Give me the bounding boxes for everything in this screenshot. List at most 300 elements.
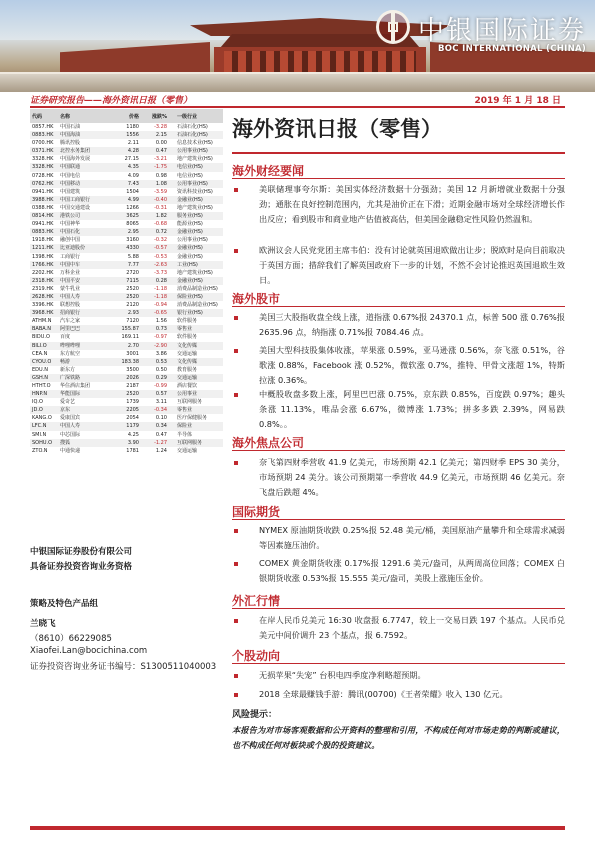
table-row xyxy=(30,293,223,301)
stock-code: 0941.HK xyxy=(32,188,54,195)
stock-name: 蒙牛乳业 xyxy=(60,285,81,292)
table-row xyxy=(30,196,223,204)
bullet-icon xyxy=(234,349,238,353)
stock-change: -0.57 xyxy=(154,245,167,252)
stock-change: -0.32 xyxy=(154,237,167,244)
analyst-email[interactable]: Xiaofei.Lan@bocichina.com xyxy=(30,646,148,656)
table-row xyxy=(30,139,223,147)
col-code: 代码 xyxy=(32,113,43,120)
stock-name: 汽车之家 xyxy=(60,318,81,325)
stock-code: ZTO.N xyxy=(32,447,48,454)
bullet-icon xyxy=(234,674,238,678)
stock-code: 0857.HK xyxy=(32,124,54,130)
col-price: 价格 xyxy=(128,113,139,120)
bullet-icon xyxy=(234,393,238,397)
stock-industry: 公用事业 xyxy=(177,391,198,398)
stock-code: 0700.HK xyxy=(32,140,54,147)
stock-name: 中国人寿 xyxy=(60,423,81,430)
stock-name: 华能国际 xyxy=(60,391,81,398)
stock-industry: 石油石化(HS) xyxy=(177,132,208,139)
stock-price: 2520 xyxy=(126,293,139,300)
stock-price: 2.93 xyxy=(127,310,139,317)
stock-name: 中国工商银行 xyxy=(60,196,91,203)
stock-industry: 工业(HS) xyxy=(177,261,198,268)
stock-change: 1.56 xyxy=(155,318,167,325)
report-date: 2019 年 1 月 18 日 xyxy=(474,96,561,106)
news-item: 奈飞第四财季营收 41.9 亿美元，市场预期 42.1 亿美元；第四财季 EPS 30 美分，市场预期 24 美分。该公司预期第一季营收 44.9 亿美元，市场预期 46 亿美元。奈飞盘后跌超 4%。 xyxy=(259,457,565,497)
section-title-4: 外汇行情 xyxy=(232,594,281,608)
section-divider-1 xyxy=(232,306,565,307)
stock-industry: 金融业(HS) xyxy=(177,277,203,284)
stock-industry: 金融业(HS) xyxy=(177,253,203,260)
bullet-icon xyxy=(234,529,238,533)
stock-industry: 交通运输 xyxy=(177,374,198,381)
stock-industry: 零售业 xyxy=(177,407,193,414)
table-row xyxy=(30,253,223,261)
stock-price: 3160 xyxy=(126,237,139,244)
section-title-3: 国际期货 xyxy=(232,505,281,519)
stock-change: 1.08 xyxy=(155,180,167,187)
stock-name: 中通快递 xyxy=(60,447,81,454)
table-row xyxy=(30,301,223,309)
stock-change: -0.31 xyxy=(154,204,167,211)
stock-industry: 信息技术业(HS) xyxy=(177,140,213,147)
banner-stairs xyxy=(0,74,595,92)
section-title-1: 海外股市 xyxy=(232,292,281,306)
stock-code: 2202.HK xyxy=(32,269,54,276)
stock-name: 京东 xyxy=(60,407,71,414)
table-row xyxy=(30,285,223,293)
stock-change: 0.98 xyxy=(155,172,167,179)
stock-change: -0.53 xyxy=(154,253,167,260)
stock-price: 2.70 xyxy=(127,342,139,349)
stock-industry: 消费品制造业(HS) xyxy=(177,285,218,292)
table-row xyxy=(30,204,223,212)
stock-change: 0.72 xyxy=(155,229,167,236)
table-row xyxy=(30,244,223,252)
stock-price: 1556 xyxy=(126,132,139,139)
stock-price: 1266 xyxy=(126,204,139,211)
col-industry: 一级行业 xyxy=(177,113,198,120)
stock-industry: 消费品制造业(HS) xyxy=(177,302,218,309)
table-row xyxy=(30,406,223,414)
stock-change: 0.28 xyxy=(155,277,167,284)
stock-industry: 服务业(HS) xyxy=(177,213,203,220)
bullet-icon xyxy=(234,461,238,465)
stock-code: 1766.HK xyxy=(32,261,54,268)
news-item: 美国三大股指收盘全线上涨，道指涨 0.67%报 24370.1 点，标普 500 涨 0.76%报 2635.96 点，纳指涨 0.71%报 7084.46 点。 xyxy=(259,312,565,337)
stock-change: 3.86 xyxy=(155,350,167,357)
table-row xyxy=(30,414,223,422)
table-row xyxy=(30,269,223,277)
stock-code: GSH.N xyxy=(32,374,49,381)
stock-name: 比亚迪股份 xyxy=(60,245,86,252)
stock-name: 工商银行 xyxy=(60,253,81,260)
stock-name: 中国海外发展 xyxy=(60,156,91,163)
table-row xyxy=(30,374,223,382)
table-row xyxy=(30,236,223,244)
stock-change: -3.21 xyxy=(154,156,167,163)
stock-name: 万科企业 xyxy=(60,269,81,276)
footer-bar xyxy=(30,826,565,830)
stock-table xyxy=(30,109,223,455)
title-divider xyxy=(232,152,565,154)
stock-name: 中国联通 xyxy=(60,164,81,171)
stock-price: 2026 xyxy=(126,374,139,381)
stock-price: 2520 xyxy=(126,285,139,292)
stock-industry: 石油石化(HS) xyxy=(177,124,208,130)
section-divider-5 xyxy=(232,663,565,664)
stock-industry: 金融业(HS) xyxy=(177,245,203,252)
stock-change: -0.94 xyxy=(154,302,167,309)
table-row xyxy=(30,382,223,390)
stock-industry: 教育服务 xyxy=(177,366,198,373)
stock-name: 腾讯控股 xyxy=(60,140,81,147)
stock-code: 0728.HK xyxy=(32,172,54,179)
analyst-phone: （8610）66229085 xyxy=(30,634,112,644)
stock-code: 3328.HK xyxy=(32,164,54,171)
stock-price: 7.43 xyxy=(127,180,139,187)
stock-industry: 金融业(HS) xyxy=(177,229,203,236)
stock-code: 0371.HK xyxy=(32,148,54,155)
stock-name: 中芯国际 xyxy=(60,431,81,438)
stock-code: 3988.HK xyxy=(32,196,54,203)
news-item: 2018 全球最赚钱手游：腾讯(00700)《王者荣耀》收入 130 亿元。 xyxy=(259,689,508,699)
news-item: 中概股收盘多数上涨，阿里巴巴涨 0.75%，京东跌 0.85%，百度跌 0.97%；趣头条涨 11.13%，唯品会涨 6.67%，微博涨 1.73%；拼多多跌 2.39%，网易跌 0.8%。。 xyxy=(259,389,565,429)
stock-name: 中国石化 xyxy=(60,229,81,236)
stock-change: 0.34 xyxy=(155,423,167,430)
stock-change: -0.40 xyxy=(154,196,167,203)
stock-change: -0.65 xyxy=(154,310,167,317)
stock-change: 0.29 xyxy=(155,374,167,381)
table-row xyxy=(30,123,223,131)
stock-code: HNP.N xyxy=(32,391,48,398)
stock-industry: 地产建筑业(HS) xyxy=(177,156,213,163)
stock-name: 阿里巴巴 xyxy=(60,326,81,333)
table-row xyxy=(30,155,223,163)
stock-name: 中国神华 xyxy=(60,221,81,228)
stock-price: 4330 xyxy=(126,245,139,252)
stock-change: -2.63 xyxy=(154,261,167,268)
bullet-icon xyxy=(234,249,238,253)
stock-change: -0.34 xyxy=(154,407,167,414)
stock-name: 中国人寿 xyxy=(60,293,81,300)
stock-change: 3.11 xyxy=(155,399,167,406)
table-row xyxy=(30,447,223,455)
stock-industry: 互联网服务 xyxy=(177,439,203,446)
stock-name: 华住酒店集团 xyxy=(60,383,91,389)
section-divider-3 xyxy=(232,519,565,520)
stock-price: 8065 xyxy=(126,221,139,228)
org-qualification: 具备证券投资咨询业务资格 xyxy=(30,562,133,572)
stock-industry: 银行业(HS) xyxy=(177,310,203,317)
stock-name: 爱奇艺 xyxy=(60,399,76,406)
table-row xyxy=(30,277,223,285)
col-change: 涨跌% xyxy=(151,113,167,120)
stock-name: 港铁公司 xyxy=(60,213,81,220)
boc-logo-square xyxy=(388,22,398,32)
table-row xyxy=(30,317,223,325)
stock-change: -1.27 xyxy=(154,439,167,446)
stock-industry: 电信业(HS) xyxy=(177,164,203,171)
stock-price: 27.15 xyxy=(124,156,139,163)
stock-price: 4.99 xyxy=(127,196,139,203)
stock-code: 1211.HK xyxy=(32,245,54,252)
stock-price: 5.88 xyxy=(127,253,139,260)
stock-code: 0941.HK xyxy=(32,221,54,228)
stock-industry: 文化传媒 xyxy=(177,342,198,349)
news-item: 欧洲议会人民党党团主席韦伯：没有讨论就英国退欧做出让步；脱欧时是向目前取决于英国方面；措辞我们了解英国政府下一步的计划，不然不会讨论推迟英国退欧生效日。 xyxy=(259,245,565,285)
stock-name: 融创中国 xyxy=(60,237,81,244)
stock-price: 1180 xyxy=(126,124,139,130)
stock-code: IQ.O xyxy=(32,399,43,406)
analyst-certificate: 证券投资咨询业务证书编号：S1300511040003 xyxy=(30,662,217,672)
stock-code: HTHT.O xyxy=(32,383,51,389)
stock-price: 1739 xyxy=(126,399,139,406)
stock-industry: 资讯科技业(HS) xyxy=(177,188,213,195)
table-row xyxy=(30,325,223,333)
stock-code: 2319.HK xyxy=(32,285,54,292)
stock-industry: 能源业(HS) xyxy=(177,221,203,228)
stock-industry: 半导体 xyxy=(177,431,193,438)
brand-name-en: BOC INTERNATIONAL (CHINA) xyxy=(438,44,587,54)
stock-name: 中国石油 xyxy=(60,124,81,130)
table-row xyxy=(30,172,223,180)
stock-name: 中国移动 xyxy=(60,180,81,187)
stock-change: 0.10 xyxy=(155,415,167,422)
banner-columns xyxy=(224,51,416,73)
stock-code: 0883.HK xyxy=(32,229,54,236)
stock-industry: 交通运输 xyxy=(177,447,198,454)
stock-price: 4.35 xyxy=(127,164,139,171)
table-row xyxy=(30,398,223,406)
section-title-5: 个股动向 xyxy=(232,649,281,663)
stock-code: BIDU.O xyxy=(32,334,50,341)
stock-code: 0883.HK xyxy=(32,132,54,139)
stock-code: 2628.HK xyxy=(32,293,54,300)
news-item: 美国大型科技股集体收涨，苹果涨 0.59%，亚马逊涨 0.56%，奈飞涨 0.51%，谷歌涨 0.88%，Facebook 涨 0.52%，微软涨 0.7%，推特、甲骨文涨超 1%，特斯拉涨 0.36%。 xyxy=(259,345,565,385)
stock-code: LFC.N xyxy=(32,423,47,430)
stock-industry: 软件服务 xyxy=(177,318,198,325)
stock-table-body xyxy=(30,123,223,455)
stock-industry: 地产建筑业(HS) xyxy=(177,204,213,211)
stock-name: 中国电信 xyxy=(60,172,81,179)
table-row xyxy=(30,220,223,228)
bullet-icon xyxy=(234,316,238,320)
stock-change: 0.50 xyxy=(155,366,167,373)
section-divider-4 xyxy=(232,608,565,609)
banner-wing-left xyxy=(60,42,210,76)
stock-change: -0.68 xyxy=(154,221,167,228)
stock-change: 2.15 xyxy=(155,132,167,139)
table-row xyxy=(30,366,223,374)
table-row xyxy=(30,188,223,196)
news-item: NYMEX 原油期货收跌 0.25%报 52.48 美元/桶，美国原油产量攀升和全球需求减弱等因素施压油价。 xyxy=(259,525,565,550)
stock-table-header xyxy=(30,109,223,123)
stock-name: 新东方 xyxy=(60,366,76,373)
analyst-name: 兰晓飞 xyxy=(30,619,56,629)
table-row xyxy=(30,390,223,398)
stock-price: 3500 xyxy=(126,366,139,373)
table-row xyxy=(30,147,223,155)
stock-name: 中国海油 xyxy=(60,132,81,139)
page-title: 海外资讯日报（零售） xyxy=(232,116,442,141)
table-row xyxy=(30,163,223,171)
stock-name: 北控水务集团 xyxy=(60,148,91,155)
stock-price: 1504 xyxy=(126,188,139,195)
stock-change: 0.47 xyxy=(155,148,167,155)
table-row xyxy=(30,180,223,188)
table-row xyxy=(30,212,223,220)
stock-code: 1918.HK xyxy=(32,237,54,244)
stock-industry: 互联网服务 xyxy=(177,399,203,406)
stock-change: 0.53 xyxy=(155,358,167,365)
stock-code: 3396.HK xyxy=(32,302,54,309)
stock-industry: 软件服务 xyxy=(177,334,198,341)
stock-code: 0762.HK xyxy=(32,180,54,187)
section-title-2: 海外焦点公司 xyxy=(232,436,305,450)
stock-code: 3968.HK xyxy=(32,310,54,317)
stock-industry: 保险业 xyxy=(177,423,193,430)
stock-change: 0.73 xyxy=(155,326,167,333)
news-item: 无损苹果“失宠” 台积电四季度净利略超预期。 xyxy=(259,670,426,680)
table-row xyxy=(30,228,223,236)
table-row xyxy=(30,261,223,269)
stock-industry: 酒店餐饮 xyxy=(177,383,198,389)
stock-name: 中国交通建设 xyxy=(60,204,91,211)
stock-code: CYOU.O xyxy=(32,358,52,365)
stock-change: 1.82 xyxy=(155,213,167,220)
stock-price: 2120 xyxy=(126,302,139,309)
stock-price: 2720 xyxy=(126,269,139,276)
bullet-icon xyxy=(234,188,238,192)
bullet-icon xyxy=(234,619,238,623)
stock-industry: 公用事业(HS) xyxy=(177,237,208,244)
stock-code: 1398.HK xyxy=(32,253,54,260)
table-row xyxy=(30,431,223,439)
risk-heading: 风险提示： xyxy=(232,710,278,720)
stock-price: 4.09 xyxy=(127,172,139,179)
stock-change: -1.75 xyxy=(154,164,167,171)
stock-price: 7120 xyxy=(126,318,139,325)
stock-price: 1781 xyxy=(126,447,139,454)
section-divider-0 xyxy=(232,178,565,179)
bullet-icon xyxy=(234,693,238,697)
stock-change: -1.18 xyxy=(154,293,167,300)
stock-name: 招商银行 xyxy=(60,310,81,317)
stock-price: 2520 xyxy=(126,391,139,398)
news-item: COMEX 黄金期货收涨 0.17%报 1291.6 美元/盎司，从两周高位回落；COMEX 白银期货收涨 0.53%报 15.555 美元/盎司，美股上涨施压金价。 xyxy=(259,558,565,583)
stock-industry: 金融业(HS) xyxy=(177,196,203,203)
stock-code: EDU.N xyxy=(32,366,48,373)
stock-name: 东方航空 xyxy=(60,350,81,357)
stock-industry: 文化传媒 xyxy=(177,358,198,365)
table-row xyxy=(30,131,223,139)
stock-name: 哔哩哔哩 xyxy=(60,342,81,349)
stock-name: 中国平安 xyxy=(60,277,81,284)
stock-code: JD.O xyxy=(32,407,43,414)
stock-price: 1179 xyxy=(126,423,139,430)
stock-industry: 零售业 xyxy=(177,326,193,333)
table-row xyxy=(30,422,223,430)
org-name: 中银国际证券股份有限公司 xyxy=(30,547,133,557)
stock-change: -0.97 xyxy=(154,334,167,341)
section-title-0: 海外财经要闻 xyxy=(232,164,305,178)
stock-code: BABA.N xyxy=(32,326,51,333)
stock-price: 2054 xyxy=(126,415,139,422)
table-row xyxy=(30,358,223,366)
stock-name: 畅游 xyxy=(60,358,71,365)
news-item: 美联储理事夸尔斯：美国实体经济数据十分强劲；美国 12 月新增就业数据十分强劲；通胀在良好控制范围内，尤其是油价正在下滑；近期金融市场对全球经济增长作出反应；看到股市和商业地产估值被高估，但美国金融稳定性风险仍然温和。 xyxy=(259,184,565,224)
risk-text: 本报告为对市场客观数据和公开资料的整理和引用，不构成任何对市场走势的判断或建议，也不构成任何对板块或个股的投资建议。 xyxy=(232,725,565,750)
stock-industry: 电信业(HS) xyxy=(177,172,203,179)
stock-name: 爱康国宾 xyxy=(60,415,81,422)
stock-industry: 医疗保健服务 xyxy=(177,415,208,422)
stock-change: -3.59 xyxy=(154,188,167,195)
stock-price: 155.87 xyxy=(121,326,139,333)
stock-name: 广深铁路 xyxy=(60,374,81,381)
stock-code: SOHU.O xyxy=(32,439,53,446)
stock-industry: 公用事业(HS) xyxy=(177,180,208,187)
stock-name: 中国中车 xyxy=(60,261,81,268)
stock-change: 0.47 xyxy=(155,431,167,438)
stock-code: CEA.N xyxy=(32,350,48,357)
stock-industry: 公用事业(HS) xyxy=(177,148,208,155)
table-row xyxy=(30,342,223,350)
stock-price: 4.25 xyxy=(127,431,139,438)
stock-price: 4.28 xyxy=(127,148,139,155)
stock-price: 169.11 xyxy=(121,334,139,341)
stock-code: ATHM.N xyxy=(32,318,52,325)
stock-name: 联想控股 xyxy=(60,302,81,309)
stock-change: -2.90 xyxy=(154,342,167,349)
stock-industry: 保险业(HS) xyxy=(177,293,203,300)
stock-price: 183.38 xyxy=(121,358,139,365)
stock-price: 2205 xyxy=(126,407,139,414)
stock-name: 百度 xyxy=(60,334,71,341)
analyst-group: 策略及特色产品组 xyxy=(30,599,99,609)
stock-code: 0388.HK xyxy=(32,204,54,211)
header-divider xyxy=(30,106,565,108)
table-row xyxy=(30,309,223,317)
stock-code: 0814.HK xyxy=(32,213,54,220)
stock-change: -1.18 xyxy=(154,285,167,292)
stock-price: 7.77 xyxy=(127,261,139,268)
stock-change: -3.73 xyxy=(154,269,167,276)
table-row xyxy=(30,333,223,341)
stock-industry: 地产建筑业(HS) xyxy=(177,269,213,276)
stock-industry: 交通运输 xyxy=(177,350,198,357)
stock-name: 中国建筑 xyxy=(60,188,81,195)
stock-code: 3328.HK xyxy=(32,156,54,163)
col-name: 名称 xyxy=(60,113,71,120)
stock-price: 2.11 xyxy=(127,140,139,147)
stock-change: 0.57 xyxy=(155,391,167,398)
stock-change: -0.99 xyxy=(154,383,167,389)
table-row xyxy=(30,350,223,358)
stock-price: 3.90 xyxy=(127,439,139,446)
stock-price: 7115 xyxy=(126,277,139,284)
stock-code: SMI.N xyxy=(32,431,47,438)
stock-price: 2.95 xyxy=(127,229,139,236)
stock-price: 3625 xyxy=(126,213,139,220)
stock-code: KANG.O xyxy=(32,415,52,422)
stock-change: -3.28 xyxy=(154,124,167,130)
stock-change: 0.00 xyxy=(155,140,167,147)
stock-price: 3001 xyxy=(126,350,139,357)
stock-code: 2318.HK xyxy=(32,277,54,284)
brand-name-cn: 中银国际证券 xyxy=(418,16,587,46)
